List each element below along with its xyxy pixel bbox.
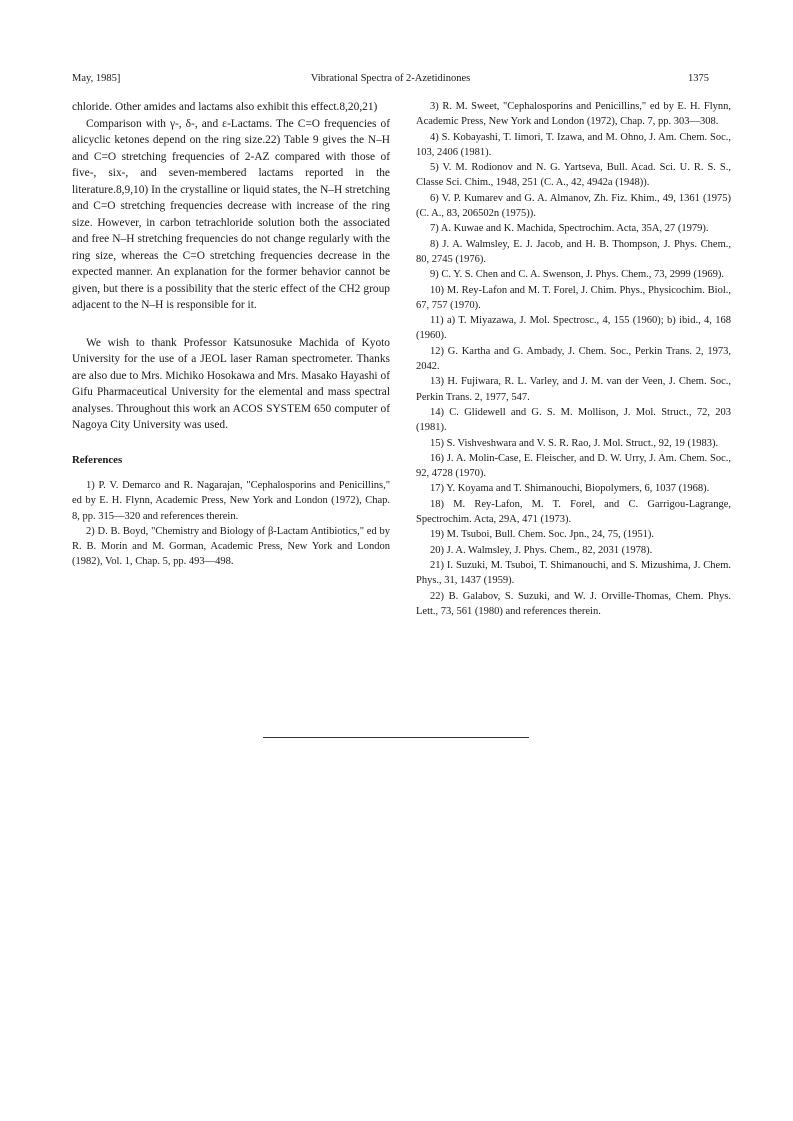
- reference-item: 2) D. B. Boyd, "Chemistry and Biology of β-Lactam Antibiotics," ed by R. B. Morin and M. Gorman, Academic Press, New York and London (1982), Vol. 1, Chap. 5, pp. 493—498.: [72, 525, 390, 568]
- reference-item: 10) M. Rey-Lafon and M. T. Forel, J. Chim. Phys., Physicochim. Biol., 67, 757 (1970).: [416, 284, 731, 311]
- reference-item: 18) M. Rey-Lafon, M. T. Forel, and C. Garrigou-Lagrange, Spectrochim. Acta, 29A, 471 (1973).: [416, 498, 731, 526]
- reference-item: 14) C. Glidewell and G. S. M. Mollison, J. Mol. Struct., 72, 203 (1981).: [416, 406, 731, 434]
- reference-item: 7) A. Kuwae and K. Machida, Spectrochim. Acta, 35A, 27 (1979).: [430, 223, 709, 235]
- reference-item: 20) J. A. Walmsley, J. Phys. Chem., 82, 2031 (1978).: [430, 544, 653, 556]
- reference-item: 9) C. Y. S. Chen and C. A. Swenson, J. Phys. Chem., 73, 2999 (1969).: [430, 269, 725, 281]
- acknowledgment: We wish to thank Professor Katsunosuke Machida of Kyoto University for the use of a JEOL laser Raman spectrometer. Thanks are also due to Mrs. Michiko Hosokawa and Mrs. Masako Hayashi of Gifu Pharmaceutical University for the elemental and mass spectral analyses. Throughout this work an ACOS SYSTEM 650 computer of Nagoya City University was used.: [72, 336, 390, 431]
- references-heading: References: [72, 453, 123, 466]
- reference-item: 17) Y. Koyama and T. Shimanouchi, Biopolymers, 6, 1037 (1968).: [430, 483, 710, 495]
- reference-item: 3) R. M. Sweet, "Cephalosporins and Penicillins," ed by E. H. Flynn, Academic Press, New York and London (1972), Chap. 7, pp. 303—308.: [416, 101, 731, 128]
- paragraph-comparison: Comparison with γ-, δ-, and ε-Lactams. The C=O frequencies of alicyclic ketones depend on the ring size.22) Table 9 gives the N–H and C=O stretching frequencies of 2-AZ compared with those of five-, six-, and seven-membered lactams reported in the literature.8,9,10) In the crystalline or liquid states, the N–H stretching and C=O stretching frequencies decrease with increase of the ring size. However, in carbon tetrachloride solution both the associated and free N–H stretching frequencies do not change regularly with the ring size, whereas the C=O stretching frequencies decrease in the expected manner. An explanation for the former behavior cannot be given, but there is a possibility that the steric effect of the CH2 group adjacent to the N–H is responsible for it.: [72, 117, 390, 311]
- reference-item: 4) S. Kobayashi, T. Iimori, T. Izawa, and M. Ohno, J. Am. Chem. Soc., 103, 2406 (1981).: [416, 131, 731, 158]
- running-header: [72, 72, 709, 86]
- reference-item: 21) I. Suzuki, M. Tsuboi, T. Shimanouchi, and S. Mizushima, J. Chem. Phys., 31, 1437 (1959).: [416, 559, 731, 587]
- reference-item: 5) V. M. Rodionov and N. G. Yartseva, Bull. Acad. Sci. U. R. S. S., Classe Sci. Chim., 1948, 251 (C. A., 42, 4942a (1948)).: [416, 162, 731, 189]
- header-date: May, 1985]: [72, 73, 121, 84]
- reference-item: 19) M. Tsuboi, Bull. Chem. Soc. Jpn., 24, 75, (1951).: [430, 529, 654, 541]
- left-column: [72, 99, 390, 570]
- header-title: Vibrational Spectra of 2-Azetidinones: [310, 73, 471, 84]
- end-rule: [263, 737, 529, 738]
- reference-item: 15) S. Vishveshwara and V. S. R. Rao, J. Mol. Struct., 92, 19 (1983).: [430, 437, 719, 449]
- reference-item: 8) J. A. Walmsley, E. J. Jacob, and H. B. Thompson, J. Phys. Chem., 80, 2745 (1976).: [416, 238, 731, 265]
- reference-item: 16) J. A. Molin-Case, E. Fleischer, and D. W. Urry, J. Am. Chem. Soc., 92, 4728 (1970).: [416, 452, 731, 480]
- reference-item: 11) a) T. Miyazawa, J. Mol. Spectrosc., 4, 155 (1960); b) ibid., 4, 168 (1960).: [416, 315, 731, 342]
- page-number: 1375: [688, 73, 709, 84]
- paragraph-continuation: chloride. Other amides and lactams also exhibit this effect.8,20,21): [72, 101, 378, 113]
- reference-item: 13) H. Fujiwara, R. L. Varley, and J. M. van der Veen, J. Chem. Soc., Perkin Trans. 2, 1977, 547.: [416, 376, 731, 403]
- reference-item: 1) P. V. Demarco and R. Nagarajan, "Cephalosporins and Penicillins," ed by E. H. Flynn, Academic Press, New York and London (1972), Chap. 8, pp. 315—320 and references therein.: [72, 480, 390, 522]
- reference-item: 6) V. P. Kumarev and G. A. Almanov, Zh. Fiz. Khim., 49, 1361 (1975) (C. A., 83, 206502n (1975)).: [416, 192, 731, 220]
- right-column: [416, 99, 731, 619]
- reference-item: 22) B. Galabov, S. Suzuki, and W. J. Orville-Thomas, Chem. Phys. Lett., 73, 561 (1980) and references therein.: [416, 590, 731, 617]
- reference-item: 12) G. Kartha and G. Ambady, J. Chem. Soc., Perkin Trans. 2, 1973, 2042.: [416, 345, 731, 373]
